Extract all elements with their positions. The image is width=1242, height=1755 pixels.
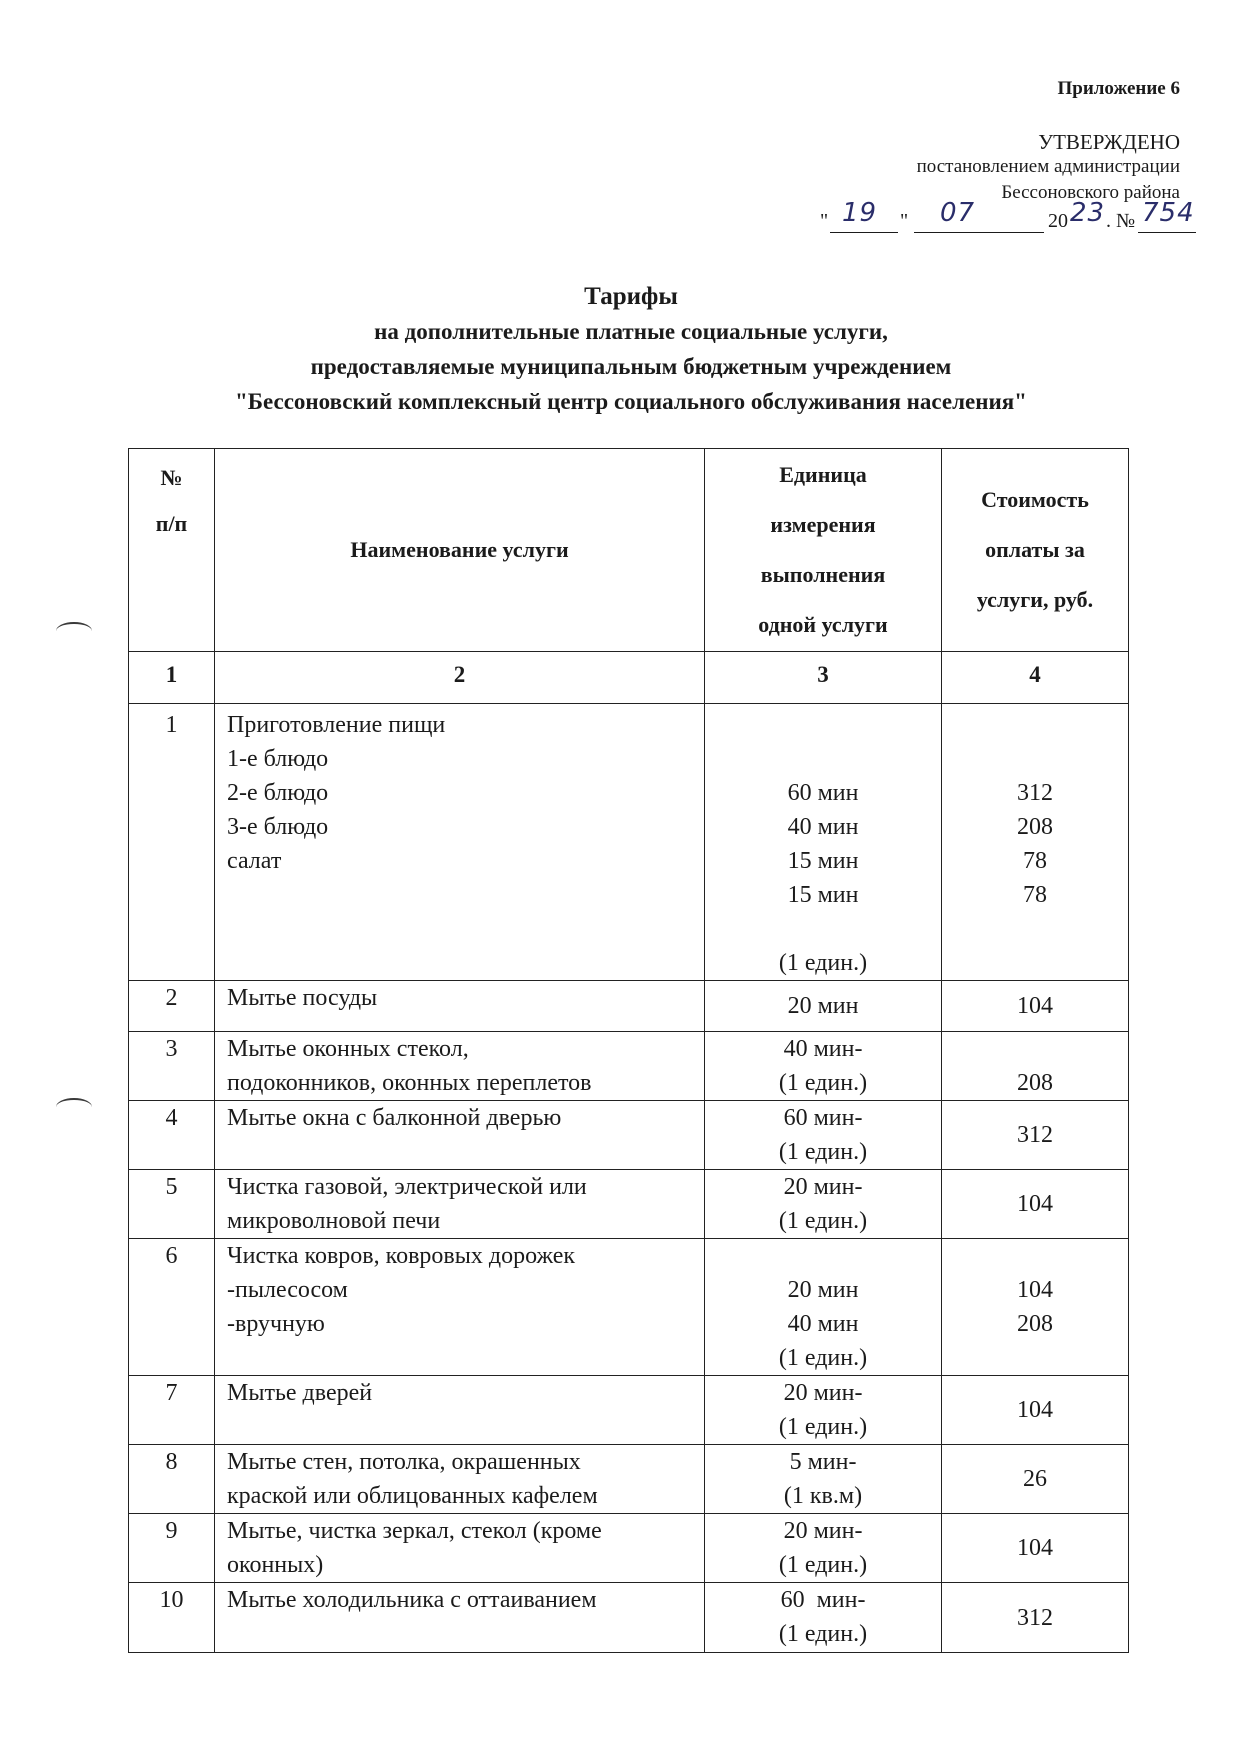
service-price: 26 [942,1445,1129,1514]
service-name: Чистка газовой, электрической или микроволновой печи [215,1170,705,1239]
service-unit: 40 мин- (1 един.) [705,1032,942,1101]
service-price: 208 [942,1032,1129,1101]
service-price: 104 [942,981,1129,1032]
column-number-row [129,652,1129,704]
column-number: 2 [215,652,705,704]
service-name: Приготовление пищи 1-е блюдо 2-е блюдо 3-е блюдо салат [215,704,705,981]
service-price: 104 [942,1514,1129,1583]
row-number: 6 [129,1239,215,1376]
row-number: 10 [129,1583,215,1653]
table-header-row [129,449,1129,652]
doc-subtitle-3: "Бессоновский комплексный центр социального обслуживания населения" [235,389,1027,414]
header-service-name: Наименование услуги [215,449,705,652]
number-prefix: . № [1106,210,1136,232]
service-unit: 20 мин- (1 един.) [705,1376,942,1445]
table-row [129,981,1129,1032]
table-row [129,1583,1129,1653]
table-row [129,1514,1129,1583]
service-price: 104 [942,1376,1129,1445]
service-name: Мытье, чистка зеркал, стекол (кроме оконных) [215,1514,705,1583]
row-number: 8 [129,1445,215,1514]
doc-title: Тарифы [584,283,678,310]
service-name: Мытье окна с балконной дверью [215,1101,705,1170]
row-number: 7 [129,1376,215,1445]
district-label: Бессоновского района [1001,182,1180,203]
service-unit: 20 мин- (1 един.) [705,1514,942,1583]
decree-number: 754 [1142,198,1195,228]
date-close-quote: " [900,210,909,232]
doc-subtitle-2: предоставляемые муниципальным бюджетным учреждением [310,354,952,379]
row-number: 9 [129,1514,215,1583]
service-unit: 60 мин 40 мин 15 мин 15 мин (1 един.) [705,704,942,981]
table-row [129,1101,1129,1170]
approved-label: УТВЕРЖДЕНО [1038,130,1180,154]
appendix-label: Приложение 6 [1057,78,1180,99]
date-open-quote: " [820,210,829,232]
scan-mark [56,622,92,640]
decree-date-line [820,198,1200,236]
service-unit: 20 мин- (1 един.) [705,1170,942,1239]
service-price: 312 [942,1583,1129,1653]
service-price: 104 [942,1170,1129,1239]
service-name: Чистка ковров, ковровых дорожек -пылесосом -вручную [215,1239,705,1376]
header-number: № п/п [129,449,215,652]
service-name: Мытье оконных стекол, подоконников, оконных переплетов [215,1032,705,1101]
year-prefix: 20 [1048,210,1068,232]
row-number: 2 [129,981,215,1032]
service-name: Мытье стен, потолка, окрашенных краской или облицованных кафелем [215,1445,705,1514]
service-unit: 20 мин [705,981,942,1032]
service-unit: 5 мин- (1 кв.м) [705,1445,942,1514]
doc-subtitle-1: на дополнительные платные социальные услуги, [374,319,888,344]
decree-label: постановлением администрации [916,156,1180,177]
column-number: 4 [942,652,1129,704]
header-price: Стоимость оплаты за услуги, руб. [942,449,1129,652]
header-unit: Единица измерения выполнения одной услуги [705,449,942,652]
table-row [129,1445,1129,1514]
service-unit: 20 мин 40 мин (1 един.) [705,1239,942,1376]
service-name: Мытье посуды [215,981,705,1032]
service-price: 104 208 [942,1239,1129,1376]
service-name: Мытье холодильника с оттаиванием [215,1583,705,1653]
row-number: 4 [129,1101,215,1170]
decree-day: 19 [842,198,878,228]
tariff-table [128,448,1129,1653]
decree-year: 23 [1070,198,1106,228]
table-row [129,1239,1129,1376]
row-number: 1 [129,704,215,981]
service-unit: 60 мин- (1 един.) [705,1101,942,1170]
table-row [129,1032,1129,1101]
scan-mark [56,1098,92,1116]
service-price: 312 208 78 78 [942,704,1129,981]
column-number: 3 [705,652,942,704]
table-row [129,704,1129,981]
service-price: 312 [942,1101,1129,1170]
service-name: Мытье дверей [215,1376,705,1445]
decree-month: 07 [940,198,976,228]
column-number: 1 [129,652,215,704]
table-row [129,1376,1129,1445]
row-number: 5 [129,1170,215,1239]
service-unit: 60 мин- (1 един.) [705,1583,942,1653]
row-number: 3 [129,1032,215,1101]
table-row [129,1170,1129,1239]
